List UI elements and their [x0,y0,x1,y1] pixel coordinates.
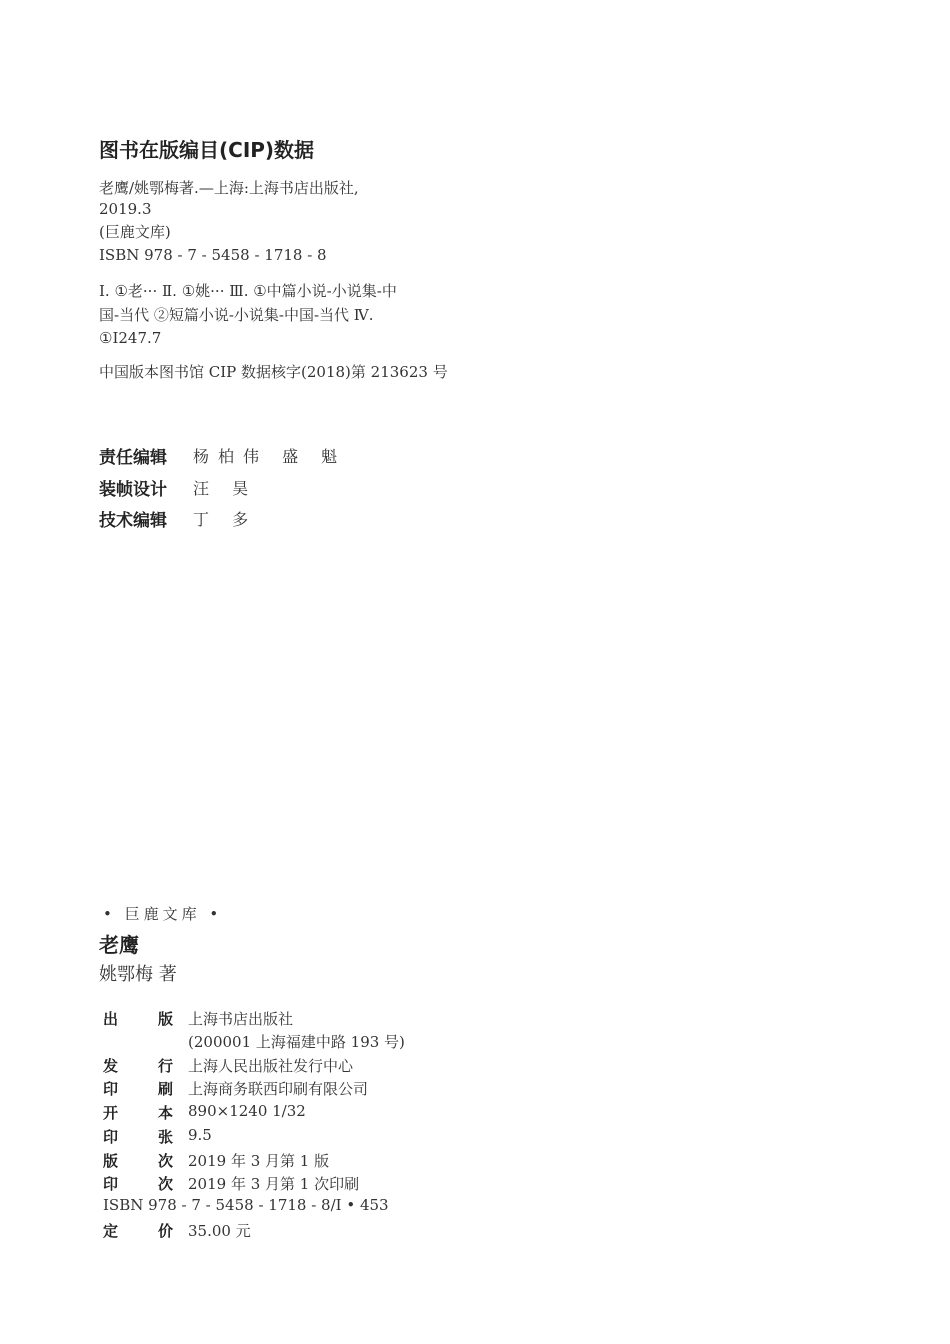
cip-line-8: 中国版本图书馆 CIP 数据核字(2018)第 213623 号 [99,363,448,381]
book-title: 老鹰 [99,933,139,957]
editor-label-technical: 技术编辑 [99,511,167,531]
pub-value-printer: 上海商务联西印刷有限公司 [188,1080,369,1098]
pub-label-sheets: 印 张 [103,1128,173,1146]
pub-value-publisher: 上海书店出版社 [188,1010,294,1028]
editor-value-technical: 丁 多 [193,510,258,529]
cip-line-3: (巨鹿文库) [99,223,171,241]
cip-line-1: 老鹰/姚鄂梅著.—上海:上海书店出版社, [99,179,359,197]
cip-line-5: Ⅰ. ①老··· Ⅱ. ①姚··· Ⅲ. ①中篇小说-小说集-中 [99,282,397,300]
pub-label-distributor: 发 行 [103,1057,173,1075]
editor-value-responsible: 杨柏伟 盛 魁 [193,447,347,466]
cip-line-6: 国-当代 ②短篇小说-小说集-中国-当代 Ⅳ. [99,306,374,324]
pub-value-printing: 2019 年 3 月第 1 次印刷 [188,1175,360,1193]
cip-title: 图书在版编目(CIP)数据 [99,138,315,162]
pub-value-format: 890×1240 1/32 [188,1102,306,1120]
pub-value-distributor: 上海人民出版社发行中心 [188,1057,354,1075]
editor-label-design: 装帧设计 [99,480,167,500]
pub-label-format: 开 本 [103,1104,173,1122]
editor-label-responsible: 责任编辑 [99,448,167,468]
pub-value-isbn: ISBN 978 - 7 - 5458 - 1718 - 8/I • 453 [103,1196,389,1214]
pub-label-publisher: 出 版 [103,1010,173,1028]
series-tag: • 巨鹿文库 • [103,905,223,923]
pub-label-price: 定 价 [103,1222,173,1240]
pub-value-sheets: 9.5 [188,1126,212,1144]
cip-line-4: ISBN 978 - 7 - 5458 - 1718 - 8 [99,246,327,264]
pub-label-printer: 印 刷 [103,1080,173,1098]
pub-value-edition: 2019 年 3 月第 1 版 [188,1152,330,1170]
pub-value-price: 35.00 元 [188,1222,251,1240]
cip-line-7: ①I247.7 [99,329,162,347]
book-author: 姚鄂梅 著 [99,964,177,985]
pub-label-printing: 印 次 [103,1175,173,1193]
pub-label-edition: 版 次 [103,1152,173,1170]
pub-value-address: (200001 上海福建中路 193 号) [188,1033,405,1051]
editor-value-design: 汪 昊 [193,479,258,498]
cip-line-2: 2019.3 [99,200,152,218]
